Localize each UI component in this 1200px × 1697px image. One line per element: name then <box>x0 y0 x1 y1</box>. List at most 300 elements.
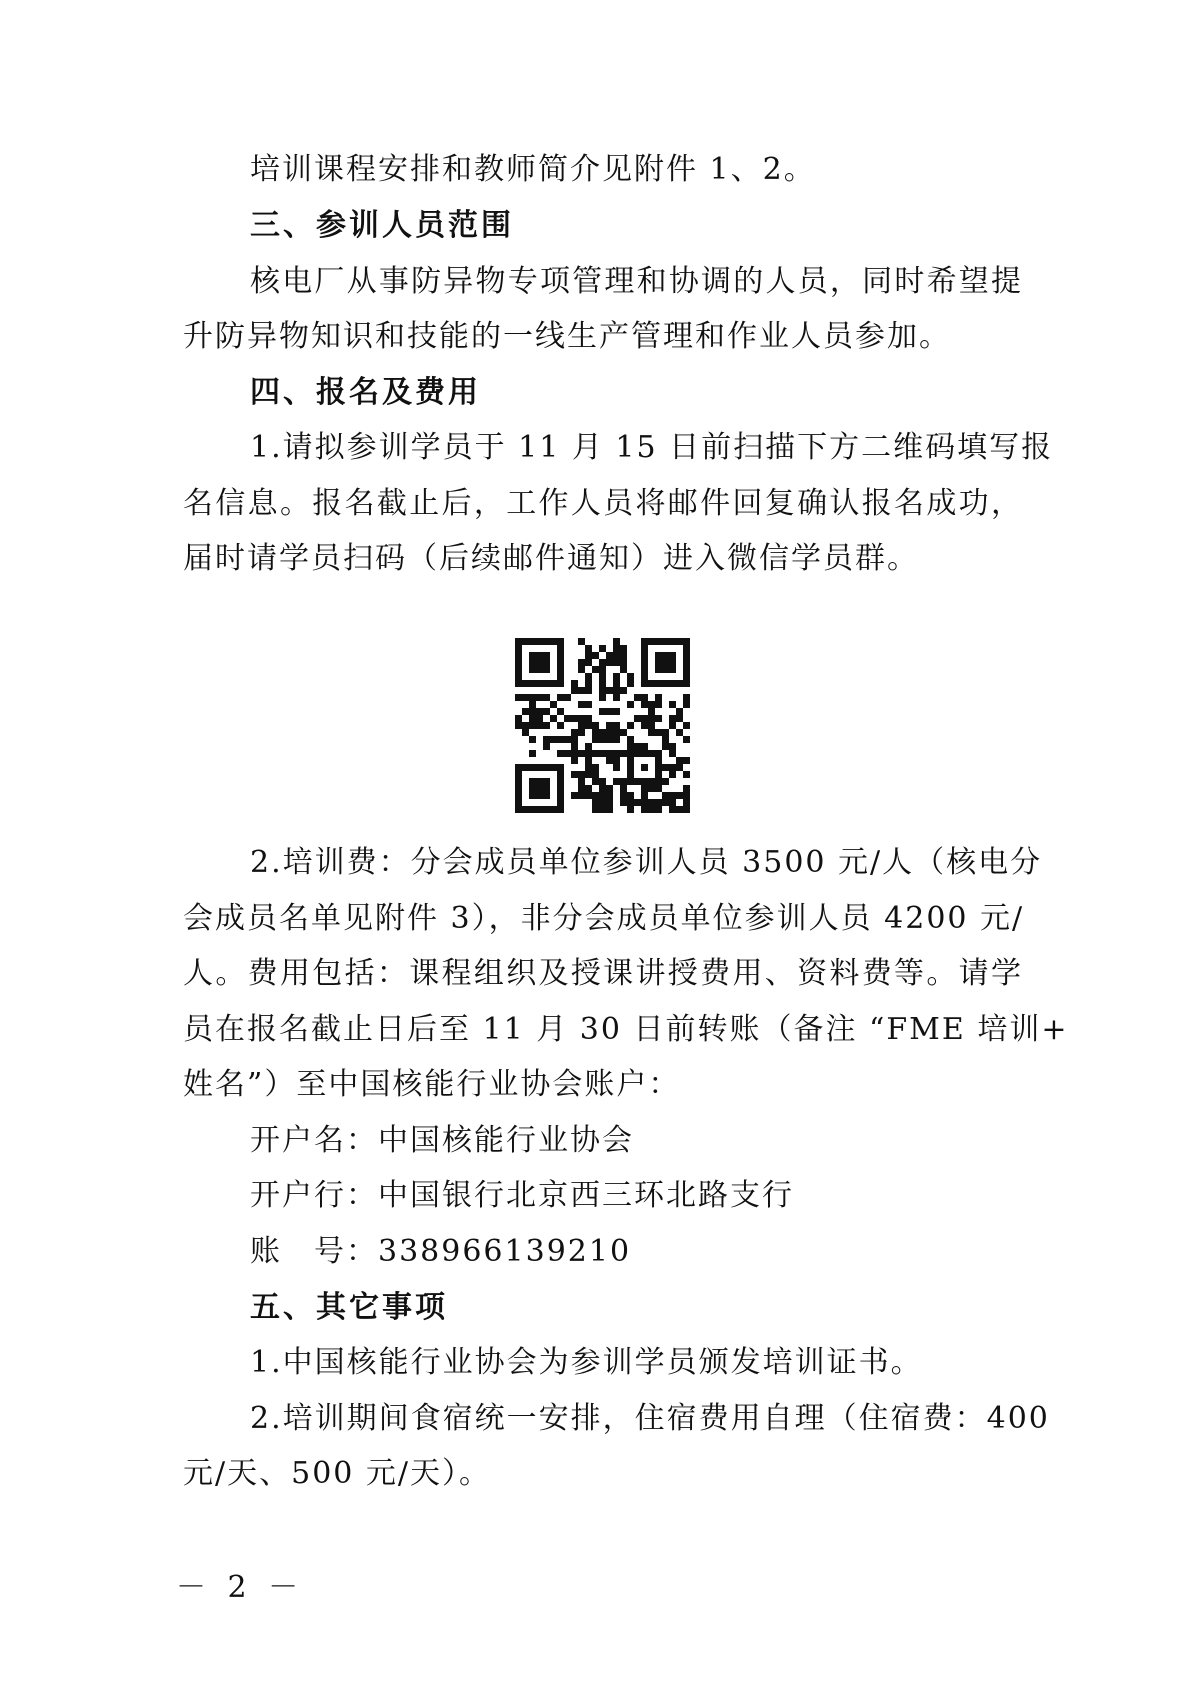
qr-module <box>592 806 599 813</box>
qr-module <box>606 750 613 757</box>
qr-module <box>627 743 634 750</box>
qr-module <box>515 799 522 806</box>
qr-module <box>550 701 557 708</box>
qr-module <box>655 757 662 764</box>
qr-module <box>613 778 620 785</box>
qr-module <box>578 659 585 666</box>
qr-module <box>550 806 557 813</box>
qr-module <box>655 680 662 687</box>
qr-module <box>599 645 606 652</box>
qr-module <box>515 652 522 659</box>
qr-module <box>522 694 529 701</box>
qr-module <box>627 806 634 813</box>
qr-module <box>641 652 648 659</box>
qr-module <box>606 736 613 743</box>
qr-module <box>536 778 543 785</box>
qr-module <box>641 645 648 652</box>
qr-module <box>627 771 634 778</box>
qr-module <box>683 799 690 806</box>
qr-module <box>676 680 683 687</box>
qr-module <box>634 778 641 785</box>
qr-module <box>641 659 648 666</box>
qr-module <box>620 785 627 792</box>
qr-module <box>550 638 557 645</box>
qr-module <box>522 680 529 687</box>
qr-module <box>662 666 669 673</box>
qr-module <box>592 792 599 799</box>
qr-module <box>585 701 592 708</box>
qr-module <box>599 792 606 799</box>
qr-module <box>557 785 564 792</box>
qr-module <box>515 638 522 645</box>
qr-module <box>620 799 627 806</box>
qr-module <box>599 785 606 792</box>
qr-module <box>669 799 676 806</box>
qr-module <box>578 687 585 694</box>
qr-module <box>585 659 592 666</box>
qr-module <box>655 764 662 771</box>
account-name: 开户名：中国核能行业协会 <box>250 1123 634 1158</box>
qr-module <box>536 680 543 687</box>
qr-module <box>662 764 669 771</box>
qr-module <box>543 652 550 659</box>
qr-module <box>585 722 592 729</box>
qr-module <box>627 792 634 799</box>
qr-module <box>529 785 536 792</box>
qr-module <box>571 743 578 750</box>
qr-module <box>564 736 571 743</box>
qr-module <box>557 778 564 785</box>
registration-text-line-3: 届时请学员扫码（后续邮件通知）进入微信学员群。 <box>183 541 919 576</box>
qr-module <box>536 715 543 722</box>
qr-module <box>676 806 683 813</box>
qr-module <box>578 666 585 673</box>
qr-module <box>578 785 585 792</box>
qr-module <box>529 659 536 666</box>
section-heading-other-matters: 五、其它事项 <box>250 1290 448 1325</box>
qr-module <box>557 708 564 715</box>
qr-module <box>529 694 536 701</box>
qr-module <box>669 722 676 729</box>
qr-module <box>557 638 564 645</box>
qr-module <box>529 722 536 729</box>
qr-module <box>599 736 606 743</box>
qr-module <box>599 806 606 813</box>
qr-module <box>620 750 627 757</box>
qr-module <box>606 722 613 729</box>
qr-module <box>655 666 662 673</box>
account-number: 账 号：338966139210 <box>250 1234 632 1269</box>
qr-module <box>613 645 620 652</box>
qr-module <box>592 750 599 757</box>
qr-module <box>655 785 662 792</box>
qr-module <box>641 680 648 687</box>
qr-module <box>641 792 648 799</box>
qr-module <box>599 729 606 736</box>
qr-module <box>627 750 634 757</box>
qr-module <box>606 687 613 694</box>
qr-module <box>641 799 648 806</box>
qr-module <box>536 666 543 673</box>
qr-module <box>522 806 529 813</box>
qr-module <box>564 750 571 757</box>
qr-module <box>641 743 648 750</box>
qr-module <box>578 638 585 645</box>
participants-text-line-1: 核电厂从事防异物专项管理和协调的人员，同时希望提 <box>250 264 1023 299</box>
qr-module <box>585 645 592 652</box>
qr-module <box>585 673 592 680</box>
qr-module <box>613 694 620 701</box>
qr-module <box>529 638 536 645</box>
qr-module <box>557 806 564 813</box>
qr-module <box>620 666 627 673</box>
qr-module <box>627 701 634 708</box>
qr-module <box>543 666 550 673</box>
qr-module <box>606 757 613 764</box>
qr-module <box>599 778 606 785</box>
qr-module <box>662 652 669 659</box>
qr-module <box>655 694 662 701</box>
section-heading-registration: 四、报名及费用 <box>250 375 481 410</box>
qr-module <box>543 736 550 743</box>
qr-module <box>620 645 627 652</box>
qr-module <box>613 708 620 715</box>
qr-module <box>585 785 592 792</box>
qr-module <box>627 722 634 729</box>
qr-module <box>522 708 529 715</box>
qr-module <box>676 708 683 715</box>
qr-module <box>536 764 543 771</box>
qr-module <box>543 680 550 687</box>
registration-text-line-2: 名信息。报名截止后，工作人员将邮件回复确认报名成功， <box>183 486 1023 521</box>
qr-module <box>620 687 627 694</box>
qr-module <box>627 680 634 687</box>
qr-module <box>641 694 648 701</box>
qr-module <box>641 701 648 708</box>
qr-module <box>669 701 676 708</box>
qr-module <box>662 778 669 785</box>
qr-module <box>578 771 585 778</box>
qr-module <box>676 715 683 722</box>
qr-module <box>669 806 676 813</box>
qr-module <box>571 792 578 799</box>
qr-module <box>662 743 669 750</box>
qr-module <box>557 680 564 687</box>
qr-module <box>683 673 690 680</box>
qr-module <box>529 680 536 687</box>
qr-module <box>627 757 634 764</box>
qr-module <box>515 659 522 666</box>
qr-module <box>592 729 599 736</box>
qr-module <box>585 652 592 659</box>
qr-module <box>655 806 662 813</box>
qr-module <box>606 659 613 666</box>
qr-module <box>543 694 550 701</box>
qr-module <box>648 799 655 806</box>
qr-module <box>683 666 690 673</box>
qr-module <box>599 666 606 673</box>
qr-module <box>613 687 620 694</box>
qr-module <box>592 722 599 729</box>
qr-module <box>683 652 690 659</box>
qr-module <box>627 778 634 785</box>
qr-module <box>543 659 550 666</box>
qr-module <box>683 638 690 645</box>
qr-module <box>536 785 543 792</box>
qr-module <box>515 785 522 792</box>
qr-module <box>543 722 550 729</box>
qr-module <box>529 792 536 799</box>
qr-module <box>515 645 522 652</box>
qr-module <box>599 659 606 666</box>
qr-module <box>550 764 557 771</box>
qr-module <box>543 792 550 799</box>
other-matters-item-2-line-1: 2.培训期间食宿统一安排，住宿费用自理（住宿费：400 <box>250 1401 1050 1436</box>
qr-module <box>564 694 571 701</box>
qr-module <box>627 799 634 806</box>
qr-module <box>515 680 522 687</box>
qr-module <box>620 792 627 799</box>
account-bank: 开户行：中国银行北京西三环北路支行 <box>250 1178 794 1213</box>
qr-module <box>641 785 648 792</box>
qr-module <box>557 659 564 666</box>
qr-module <box>599 673 606 680</box>
qr-module <box>634 743 641 750</box>
qr-module <box>669 715 676 722</box>
qr-module <box>536 652 543 659</box>
qr-module <box>522 638 529 645</box>
qr-module <box>592 652 599 659</box>
qr-module <box>515 673 522 680</box>
qr-module <box>606 806 613 813</box>
qr-module <box>557 771 564 778</box>
qr-module <box>641 673 648 680</box>
qr-module <box>571 757 578 764</box>
qr-module <box>683 659 690 666</box>
qr-module <box>641 638 648 645</box>
qr-module <box>627 736 634 743</box>
qr-module <box>613 722 620 729</box>
qr-module <box>543 708 550 715</box>
qr-module <box>683 722 690 729</box>
qr-module <box>648 806 655 813</box>
qr-module <box>557 673 564 680</box>
qr-module <box>669 638 676 645</box>
qr-module <box>529 652 536 659</box>
qr-module <box>557 750 564 757</box>
qr-module <box>536 659 543 666</box>
qr-module <box>599 687 606 694</box>
qr-module <box>676 792 683 799</box>
qr-module <box>522 764 529 771</box>
qr-module <box>655 652 662 659</box>
qr-module <box>571 680 578 687</box>
qr-module <box>585 743 592 750</box>
qr-module <box>613 757 620 764</box>
qr-module <box>585 687 592 694</box>
qr-module <box>613 673 620 680</box>
qr-module <box>620 729 627 736</box>
qr-module <box>571 750 578 757</box>
qr-module <box>620 652 627 659</box>
qr-module <box>543 764 550 771</box>
qr-module <box>578 701 585 708</box>
registration-text-line-1: 1.请拟参训学员于 11 月 15 日前扫描下方二维码填写报 <box>250 430 1054 465</box>
qr-module <box>627 764 634 771</box>
qr-module <box>655 715 662 722</box>
qr-module <box>599 799 606 806</box>
qr-module <box>557 764 564 771</box>
qr-module <box>655 659 662 666</box>
qr-module <box>613 638 620 645</box>
qr-module <box>648 785 655 792</box>
qr-module <box>585 750 592 757</box>
qr-module <box>606 792 613 799</box>
qr-module <box>585 764 592 771</box>
qr-module <box>585 771 592 778</box>
qr-module <box>536 638 543 645</box>
qr-module <box>585 792 592 799</box>
qr-module <box>529 708 536 715</box>
qr-module <box>683 806 690 813</box>
qr-module <box>557 799 564 806</box>
qr-module <box>515 722 522 729</box>
qr-module <box>515 694 522 701</box>
qr-module <box>655 638 662 645</box>
qr-module <box>536 792 543 799</box>
qr-module <box>522 722 529 729</box>
other-matters-item-1: 1.中国核能行业协会为参训学员颁发培训证书。 <box>250 1345 923 1380</box>
qr-module <box>648 778 655 785</box>
qr-module <box>669 659 676 666</box>
qr-module <box>620 659 627 666</box>
qr-module <box>641 778 648 785</box>
fee-text-line-5: 姓名”）至中国核能行业协会账户： <box>183 1067 681 1102</box>
qr-module <box>515 764 522 771</box>
fee-text-line-3: 人。费用包括：课程组织及授课讲授费用、资料费等。请学 <box>183 956 1023 991</box>
qr-module <box>585 757 592 764</box>
qr-module <box>522 729 529 736</box>
qr-module <box>557 694 564 701</box>
qr-module <box>592 666 599 673</box>
qr-module <box>613 729 620 736</box>
qr-module <box>606 708 613 715</box>
section-heading-participants: 三、参训人员范围 <box>250 208 514 243</box>
qr-module <box>683 757 690 764</box>
fee-text-line-4: 员在报名截止日后至 11 月 30 日前转账（备注 “FME 培训+ <box>183 1012 1069 1047</box>
qr-module <box>683 792 690 799</box>
qr-module <box>550 680 557 687</box>
qr-module <box>515 715 522 722</box>
qr-module <box>564 715 571 722</box>
qr-module <box>662 799 669 806</box>
qr-module <box>543 743 550 750</box>
qr-module <box>648 701 655 708</box>
qr-module <box>606 799 613 806</box>
qr-module <box>578 750 585 757</box>
qr-module <box>641 715 648 722</box>
participants-text-line-2: 升防异物知识和技能的一线生产管理和作业人员参加。 <box>183 319 951 354</box>
qr-module <box>578 778 585 785</box>
qr-module <box>613 652 620 659</box>
qr-module <box>669 743 676 750</box>
qr-module <box>627 673 634 680</box>
qr-module <box>620 778 627 785</box>
qr-module <box>529 764 536 771</box>
qr-module <box>557 736 564 743</box>
qr-module <box>669 652 676 659</box>
qr-module <box>592 799 599 806</box>
qr-module <box>599 750 606 757</box>
qr-module <box>543 638 550 645</box>
qr-module <box>683 736 690 743</box>
qr-module <box>543 778 550 785</box>
qr-module <box>641 806 648 813</box>
qr-module <box>592 764 599 771</box>
qr-module <box>529 778 536 785</box>
qr-module <box>613 680 620 687</box>
qr-module <box>515 666 522 673</box>
qr-module <box>669 792 676 799</box>
qr-module <box>592 771 599 778</box>
qr-module <box>634 715 641 722</box>
qr-module <box>613 659 620 666</box>
qr-module <box>578 715 585 722</box>
qr-module <box>662 736 669 743</box>
page-number: － 2 － <box>176 1570 305 1605</box>
qr-module <box>655 771 662 778</box>
qr-module <box>648 638 655 645</box>
qr-module <box>536 708 543 715</box>
qr-module <box>543 806 550 813</box>
qr-module <box>585 680 592 687</box>
qr-module <box>557 666 564 673</box>
qr-module <box>599 694 606 701</box>
qr-module <box>634 750 641 757</box>
qr-module <box>606 652 613 659</box>
qr-module <box>634 799 641 806</box>
qr-module <box>515 771 522 778</box>
qr-module <box>613 736 620 743</box>
qr-module <box>571 729 578 736</box>
registration-qr-code <box>515 638 690 813</box>
qr-module <box>676 757 683 764</box>
qr-module <box>641 722 648 729</box>
qr-module <box>655 750 662 757</box>
fee-text-line-1: 2.培训费：分会成员单位参训人员 3500 元/人（核电分 <box>250 845 1043 880</box>
qr-module <box>683 771 690 778</box>
fee-text-line-2: 会成员名单见附件 3），非分会成员单位参训人员 4200 元/ <box>183 901 1025 936</box>
qr-module <box>655 778 662 785</box>
qr-module <box>529 750 536 757</box>
qr-module <box>529 715 536 722</box>
qr-module <box>592 736 599 743</box>
qr-module <box>515 806 522 813</box>
qr-module <box>557 645 564 652</box>
qr-module <box>599 680 606 687</box>
qr-module <box>648 708 655 715</box>
qr-module <box>578 729 585 736</box>
qr-module <box>655 701 662 708</box>
qr-module <box>683 694 690 701</box>
qr-module <box>529 701 536 708</box>
qr-module <box>529 806 536 813</box>
other-matters-item-2-line-2: 元/天、500 元/天）。 <box>183 1456 492 1491</box>
qr-module <box>592 778 599 785</box>
qr-module <box>571 687 578 694</box>
qr-module <box>648 729 655 736</box>
qr-module <box>550 736 557 743</box>
